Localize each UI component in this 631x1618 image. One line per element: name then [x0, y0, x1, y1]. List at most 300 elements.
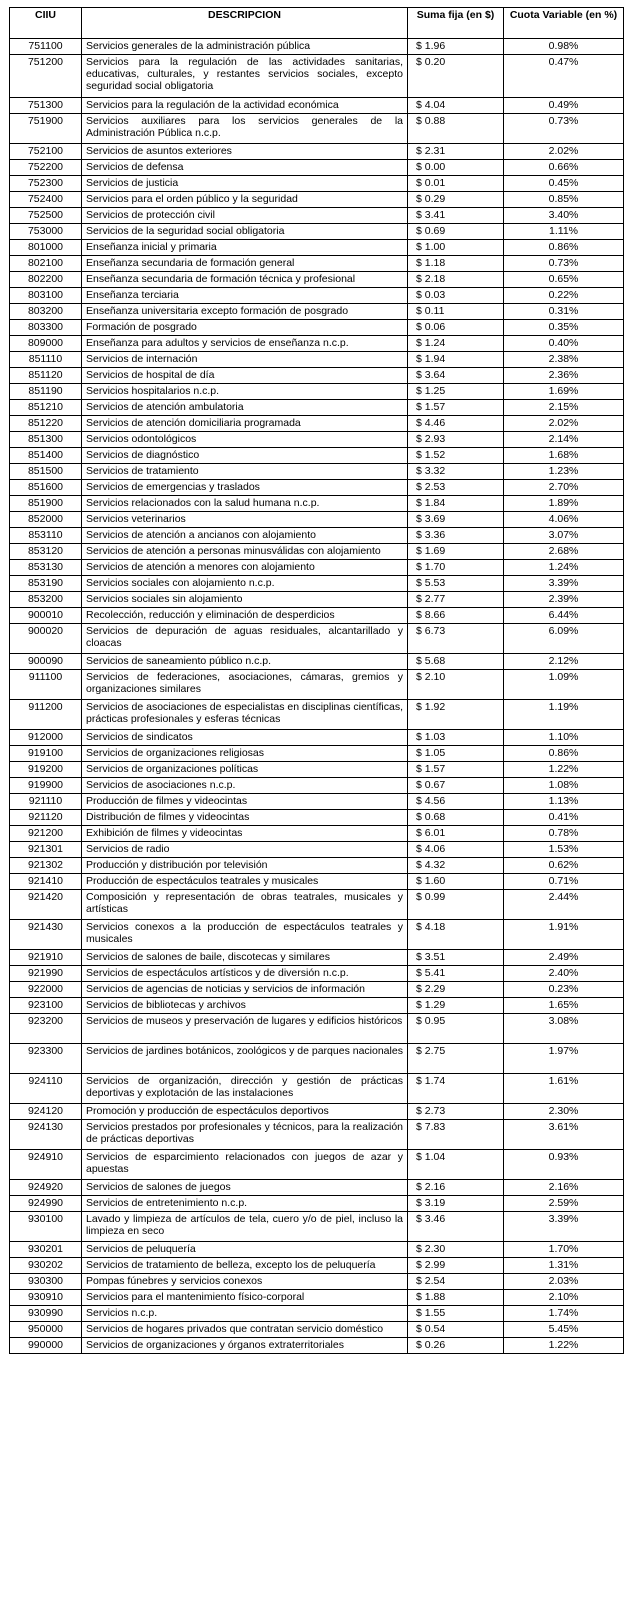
ciiu-cell: 802200: [10, 272, 82, 288]
suma-fija-cell: $ 1.03: [408, 730, 504, 746]
cuota-variable-cell: 0.93%: [504, 1150, 624, 1180]
table-row: [10, 576, 624, 592]
ciiu-cell: 924990: [10, 1196, 82, 1212]
descripcion-cell: Servicios de atención a menores con alojamiento: [82, 560, 408, 576]
suma-fija-cell: $ 0.54: [408, 1322, 504, 1338]
suma-fija-cell: $ 2.77: [408, 592, 504, 608]
descripcion-cell: Enseñanza secundaria de formación técnica y profesional: [82, 272, 408, 288]
descripcion-cell: Servicios de atención a personas minusválidas con alojamiento: [82, 544, 408, 560]
ciiu-cell: 853120: [10, 544, 82, 560]
cuota-variable-cell: 2.03%: [504, 1274, 624, 1290]
descripcion-cell: Servicios generales de la administración pública: [82, 39, 408, 55]
cuota-variable-cell: 3.39%: [504, 1212, 624, 1242]
suma-fija-cell: $ 7.83: [408, 1120, 504, 1150]
descripcion-cell: Servicios odontológicos: [82, 432, 408, 448]
cuota-variable-cell: 2.38%: [504, 352, 624, 368]
ciiu-cell: 801000: [10, 240, 82, 256]
ciiu-cell: 853130: [10, 560, 82, 576]
table-row: [10, 966, 624, 982]
suma-fija-cell: $ 2.30: [408, 1242, 504, 1258]
suma-fija-cell: $ 1.60: [408, 874, 504, 890]
ciiu-cell: 851300: [10, 432, 82, 448]
cuota-variable-cell: 2.02%: [504, 144, 624, 160]
cuota-variable-cell: 1.22%: [504, 762, 624, 778]
table-row: [10, 464, 624, 480]
ciiu-cell: 919100: [10, 746, 82, 762]
ciiu-cell: 930300: [10, 1274, 82, 1290]
ciiu-cell: 921990: [10, 966, 82, 982]
suma-fija-cell: $ 2.31: [408, 144, 504, 160]
descripcion-cell: Servicios de salones de baile, discotecas y similares: [82, 950, 408, 966]
table-row: [10, 1306, 624, 1322]
cuota-variable-cell: 1.53%: [504, 842, 624, 858]
suma-fija-cell: $ 1.52: [408, 448, 504, 464]
suma-fija-cell: $ 1.24: [408, 336, 504, 352]
table-row: [10, 842, 624, 858]
cuota-variable-cell: 1.91%: [504, 920, 624, 950]
ciiu-cell: 900090: [10, 654, 82, 670]
table-row: [10, 192, 624, 208]
suma-fija-cell: $ 1.04: [408, 1150, 504, 1180]
cuota-variable-cell: 1.74%: [504, 1306, 624, 1322]
ciiu-cell: 900010: [10, 608, 82, 624]
table-row: [10, 560, 624, 576]
ciiu-cell: 753000: [10, 224, 82, 240]
cuota-variable-cell: 2.16%: [504, 1180, 624, 1196]
suma-fija-cell: $ 3.41: [408, 208, 504, 224]
cuota-variable-cell: 3.07%: [504, 528, 624, 544]
descripcion-cell: Enseñanza terciaria: [82, 288, 408, 304]
suma-fija-cell: $ 2.10: [408, 670, 504, 700]
suma-fija-cell: $ 6.01: [408, 826, 504, 842]
suma-fija-cell: $ 8.66: [408, 608, 504, 624]
ciiu-cell: 950000: [10, 1322, 82, 1338]
ciiu-cell: 921200: [10, 826, 82, 842]
header-row: [10, 8, 624, 39]
header-cuota-variable: Cuota Variable (en %): [504, 8, 624, 39]
cuota-variable-cell: 4.06%: [504, 512, 624, 528]
suma-fija-cell: $ 1.57: [408, 400, 504, 416]
descripcion-cell: Servicios de atención domiciliaria programada: [82, 416, 408, 432]
descripcion-cell: Servicios de asociaciones n.c.p.: [82, 778, 408, 794]
cuota-variable-cell: 1.61%: [504, 1074, 624, 1104]
cuota-variable-cell: 1.70%: [504, 1242, 624, 1258]
table-row: [10, 1338, 624, 1354]
table-row: [10, 400, 624, 416]
cuota-variable-cell: 2.39%: [504, 592, 624, 608]
ciiu-cell: 930910: [10, 1290, 82, 1306]
descripcion-cell: Servicios de radio: [82, 842, 408, 858]
suma-fija-cell: $ 0.03: [408, 288, 504, 304]
descripcion-cell: Servicios de internación: [82, 352, 408, 368]
table-row: [10, 810, 624, 826]
ciiu-cell: 900020: [10, 624, 82, 654]
descripcion-cell: Distribución de filmes y videocintas: [82, 810, 408, 826]
header-ciiu: CIIU: [10, 8, 82, 39]
cuota-variable-cell: 1.89%: [504, 496, 624, 512]
table-row: [10, 224, 624, 240]
suma-fija-cell: $ 3.36: [408, 528, 504, 544]
suma-fija-cell: $ 2.16: [408, 1180, 504, 1196]
suma-fija-cell: $ 4.04: [408, 98, 504, 114]
cuota-variable-cell: 2.40%: [504, 966, 624, 982]
ciiu-cell: 752100: [10, 144, 82, 160]
suma-fija-cell: $ 1.05: [408, 746, 504, 762]
ciiu-cell: 912000: [10, 730, 82, 746]
ciiu-cell: 752500: [10, 208, 82, 224]
descripcion-cell: Servicios de diagnóstico: [82, 448, 408, 464]
cuota-variable-cell: 2.68%: [504, 544, 624, 560]
ciiu-table-container: [9, 7, 623, 1354]
table-row: [10, 826, 624, 842]
table-row: [10, 512, 624, 528]
ciiu-cell: 803200: [10, 304, 82, 320]
descripcion-cell: Servicios de peluquería: [82, 1242, 408, 1258]
ciiu-cell: 930201: [10, 1242, 82, 1258]
ciiu-cell: 923300: [10, 1044, 82, 1074]
table-row: [10, 480, 624, 496]
table-row: [10, 998, 624, 1014]
table-row: [10, 208, 624, 224]
table-row: [10, 272, 624, 288]
suma-fija-cell: $ 3.51: [408, 950, 504, 966]
descripcion-cell: Servicios de tratamiento: [82, 464, 408, 480]
descripcion-cell: Servicios de museos y preservación de lugares y edificios históricos: [82, 1014, 408, 1044]
table-row: [10, 1150, 624, 1180]
table-row: [10, 608, 624, 624]
suma-fija-cell: $ 6.73: [408, 624, 504, 654]
ciiu-cell: 851600: [10, 480, 82, 496]
cuota-variable-cell: 2.44%: [504, 890, 624, 920]
cuota-variable-cell: 2.15%: [504, 400, 624, 416]
cuota-variable-cell: 3.40%: [504, 208, 624, 224]
cuota-variable-cell: 0.85%: [504, 192, 624, 208]
descripcion-cell: Servicios de entretenimiento n.c.p.: [82, 1196, 408, 1212]
suma-fija-cell: $ 0.26: [408, 1338, 504, 1354]
cuota-variable-cell: 1.65%: [504, 998, 624, 1014]
ciiu-cell: 921120: [10, 810, 82, 826]
ciiu-cell: 751300: [10, 98, 82, 114]
cuota-variable-cell: 1.22%: [504, 1338, 624, 1354]
table-row: [10, 762, 624, 778]
descripcion-cell: Servicios para la regulación de la actividad económica: [82, 98, 408, 114]
ciiu-cell: 752300: [10, 176, 82, 192]
table-row: [10, 320, 624, 336]
suma-fija-cell: $ 1.92: [408, 700, 504, 730]
descripcion-cell: Pompas fúnebres y servicios conexos: [82, 1274, 408, 1290]
ciiu-cell: 924120: [10, 1104, 82, 1120]
suma-fija-cell: $ 2.75: [408, 1044, 504, 1074]
ciiu-cell: 851210: [10, 400, 82, 416]
suma-fija-cell: $ 1.96: [408, 39, 504, 55]
cuota-variable-cell: 2.59%: [504, 1196, 624, 1212]
descripcion-cell: Servicios de sindicatos: [82, 730, 408, 746]
descripcion-cell: Servicios de bibliotecas y archivos: [82, 998, 408, 1014]
ciiu-cell: 922000: [10, 982, 82, 998]
ciiu-cell: 853190: [10, 576, 82, 592]
descripcion-cell: Producción y distribución por televisión: [82, 858, 408, 874]
cuota-variable-cell: 2.30%: [504, 1104, 624, 1120]
ciiu-cell: 853110: [10, 528, 82, 544]
suma-fija-cell: $ 0.20: [408, 55, 504, 98]
table-row: [10, 240, 624, 256]
cuota-variable-cell: 6.09%: [504, 624, 624, 654]
table-row: [10, 654, 624, 670]
suma-fija-cell: $ 1.69: [408, 544, 504, 560]
suma-fija-cell: $ 1.57: [408, 762, 504, 778]
descripcion-cell: Servicios veterinarios: [82, 512, 408, 528]
cuota-variable-cell: 2.12%: [504, 654, 624, 670]
ciiu-cell: 851400: [10, 448, 82, 464]
descripcion-cell: Lavado y limpieza de artículos de tela, cuero y/o de piel, incluso la limpieza en seco: [82, 1212, 408, 1242]
descripcion-cell: Servicios n.c.p.: [82, 1306, 408, 1322]
descripcion-cell: Servicios de asociaciones de especialistas en disciplinas científicas, prácticas profesionales y esferas técnicas: [82, 700, 408, 730]
descripcion-cell: Servicios de la seguridad social obligatoria: [82, 224, 408, 240]
cuota-variable-cell: 3.61%: [504, 1120, 624, 1150]
cuota-variable-cell: 0.62%: [504, 858, 624, 874]
cuota-variable-cell: 1.68%: [504, 448, 624, 464]
ciiu-cell: 751900: [10, 114, 82, 144]
cuota-variable-cell: 5.45%: [504, 1322, 624, 1338]
ciiu-cell: 921430: [10, 920, 82, 950]
ciiu-cell: 752200: [10, 160, 82, 176]
suma-fija-cell: $ 4.56: [408, 794, 504, 810]
descripcion-cell: Recolección, reducción y eliminación de desperdicios: [82, 608, 408, 624]
descripcion-cell: Enseñanza secundaria de formación general: [82, 256, 408, 272]
descripcion-cell: Servicios de protección civil: [82, 208, 408, 224]
cuota-variable-cell: 1.19%: [504, 700, 624, 730]
descripcion-cell: Servicios de hogares privados que contratan servicio doméstico: [82, 1322, 408, 1338]
descripcion-cell: Composición y representación de obras teatrales, musicales y artísticas: [82, 890, 408, 920]
descripcion-cell: Servicios de salones de juegos: [82, 1180, 408, 1196]
descripcion-cell: Servicios conexos a la producción de espectáculos teatrales y musicales: [82, 920, 408, 950]
descripcion-cell: Producción de filmes y videocintas: [82, 794, 408, 810]
table-row: [10, 1290, 624, 1306]
ciiu-cell: 924910: [10, 1150, 82, 1180]
suma-fija-cell: $ 2.29: [408, 982, 504, 998]
ciiu-cell: 851110: [10, 352, 82, 368]
table-row: [10, 700, 624, 730]
descripcion-cell: Enseñanza inicial y primaria: [82, 240, 408, 256]
suma-fija-cell: $ 1.00: [408, 240, 504, 256]
ciiu-cell: 911100: [10, 670, 82, 700]
table-row: [10, 1196, 624, 1212]
table-row: [10, 874, 624, 890]
table-row: [10, 144, 624, 160]
ciiu-cell: 923100: [10, 998, 82, 1014]
cuota-variable-cell: 0.45%: [504, 176, 624, 192]
suma-fija-cell: $ 1.25: [408, 384, 504, 400]
descripcion-cell: Servicios de atención a ancianos con alojamiento: [82, 528, 408, 544]
ciiu-cell: 924920: [10, 1180, 82, 1196]
table-row: [10, 39, 624, 55]
table-row: [10, 670, 624, 700]
cuota-variable-cell: 0.71%: [504, 874, 624, 890]
table-row: [10, 352, 624, 368]
suma-fija-cell: $ 2.53: [408, 480, 504, 496]
ciiu-cell: 851120: [10, 368, 82, 384]
suma-fija-cell: $ 1.94: [408, 352, 504, 368]
descripcion-cell: Servicios de asuntos exteriores: [82, 144, 408, 160]
ciiu-cell: 751100: [10, 39, 82, 55]
cuota-variable-cell: 0.66%: [504, 160, 624, 176]
cuota-variable-cell: 2.14%: [504, 432, 624, 448]
cuota-variable-cell: 3.08%: [504, 1014, 624, 1044]
table-row: [10, 256, 624, 272]
suma-fija-cell: $ 5.41: [408, 966, 504, 982]
suma-fija-cell: $ 0.11: [408, 304, 504, 320]
header-descripcion: DESCRIPCION: [82, 8, 408, 39]
table-row: [10, 55, 624, 98]
suma-fija-cell: $ 1.74: [408, 1074, 504, 1104]
ciiu-cell: 930990: [10, 1306, 82, 1322]
table-row: [10, 1120, 624, 1150]
ciiu-cell: 809000: [10, 336, 82, 352]
suma-fija-cell: $ 0.95: [408, 1014, 504, 1044]
table-row: [10, 176, 624, 192]
cuota-variable-cell: 2.70%: [504, 480, 624, 496]
suma-fija-cell: $ 2.73: [408, 1104, 504, 1120]
descripcion-cell: Servicios de atención ambulatoria: [82, 400, 408, 416]
suma-fija-cell: $ 4.46: [408, 416, 504, 432]
cuota-variable-cell: 0.47%: [504, 55, 624, 98]
suma-fija-cell: $ 3.69: [408, 512, 504, 528]
suma-fija-cell: $ 0.88: [408, 114, 504, 144]
table-row: [10, 1258, 624, 1274]
cuota-variable-cell: 0.65%: [504, 272, 624, 288]
table-row: [10, 304, 624, 320]
cuota-variable-cell: 2.36%: [504, 368, 624, 384]
table-row: [10, 528, 624, 544]
table-row: [10, 890, 624, 920]
table-row: [10, 496, 624, 512]
ciiu-cell: 923200: [10, 1014, 82, 1044]
ciiu-cell: 752400: [10, 192, 82, 208]
suma-fija-cell: $ 3.64: [408, 368, 504, 384]
cuota-variable-cell: 2.02%: [504, 416, 624, 432]
table-row: [10, 544, 624, 560]
ciiu-cell: 852000: [10, 512, 82, 528]
cuota-variable-cell: 0.73%: [504, 114, 624, 144]
descripcion-cell: Servicios de agencias de noticias y servicios de información: [82, 982, 408, 998]
table-row: [10, 592, 624, 608]
suma-fija-cell: $ 0.00: [408, 160, 504, 176]
ciiu-cell: 921410: [10, 874, 82, 890]
suma-fija-cell: $ 0.68: [408, 810, 504, 826]
suma-fija-cell: $ 0.06: [408, 320, 504, 336]
descripcion-cell: Servicios de esparcimiento relacionados con juegos de azar y apuestas: [82, 1150, 408, 1180]
descripcion-cell: Servicios de saneamiento público n.c.p.: [82, 654, 408, 670]
ciiu-cell: 921302: [10, 858, 82, 874]
cuota-variable-cell: 2.49%: [504, 950, 624, 966]
ciiu-rates-table: [9, 7, 624, 1354]
suma-fija-cell: $ 4.06: [408, 842, 504, 858]
cuota-variable-cell: 1.11%: [504, 224, 624, 240]
cuota-variable-cell: 0.41%: [504, 810, 624, 826]
suma-fija-cell: $ 1.29: [408, 998, 504, 1014]
ciiu-cell: 851500: [10, 464, 82, 480]
descripcion-cell: Servicios de jardines botánicos, zoológicos y de parques nacionales: [82, 1044, 408, 1074]
ciiu-cell: 921420: [10, 890, 82, 920]
table-row: [10, 950, 624, 966]
descripcion-cell: Enseñanza para adultos y servicios de enseñanza n.c.p.: [82, 336, 408, 352]
ciiu-cell: 919200: [10, 762, 82, 778]
descripcion-cell: Servicios sociales sin alojamiento: [82, 592, 408, 608]
table-row: [10, 1274, 624, 1290]
ciiu-cell: 803100: [10, 288, 82, 304]
table-row: [10, 1014, 624, 1044]
descripcion-cell: Promoción y producción de espectáculos deportivos: [82, 1104, 408, 1120]
descripcion-cell: Servicios prestados por profesionales y técnicos, para la realización de prácticas deportivas: [82, 1120, 408, 1150]
suma-fija-cell: $ 1.70: [408, 560, 504, 576]
suma-fija-cell: $ 3.46: [408, 1212, 504, 1242]
table-row: [10, 1322, 624, 1338]
suma-fija-cell: $ 1.55: [408, 1306, 504, 1322]
ciiu-cell: 851190: [10, 384, 82, 400]
descripcion-cell: Servicios de espectáculos artísticos y de diversión n.c.p.: [82, 966, 408, 982]
cuota-variable-cell: 1.13%: [504, 794, 624, 810]
ciiu-cell: 921110: [10, 794, 82, 810]
table-row: [10, 114, 624, 144]
cuota-variable-cell: 1.24%: [504, 560, 624, 576]
ciiu-cell: 924110: [10, 1074, 82, 1104]
header-suma-fija: Suma fija (en $): [408, 8, 504, 39]
table-row: [10, 624, 624, 654]
table-row: [10, 1212, 624, 1242]
ciiu-cell: 924130: [10, 1120, 82, 1150]
cuota-variable-cell: 1.10%: [504, 730, 624, 746]
descripcion-cell: Servicios sociales con alojamiento n.c.p.: [82, 576, 408, 592]
suma-fija-cell: $ 1.84: [408, 496, 504, 512]
table-row: [10, 920, 624, 950]
ciiu-cell: 751200: [10, 55, 82, 98]
descripcion-cell: Servicios de defensa: [82, 160, 408, 176]
table-row: [10, 746, 624, 762]
suma-fija-cell: $ 0.01: [408, 176, 504, 192]
table-row: [10, 1044, 624, 1074]
table-row: [10, 1242, 624, 1258]
descripcion-cell: Producción de espectáculos teatrales y musicales: [82, 874, 408, 890]
ciiu-cell: 802100: [10, 256, 82, 272]
cuota-variable-cell: 1.23%: [504, 464, 624, 480]
table-row: [10, 416, 624, 432]
descripcion-cell: Servicios de emergencias y traslados: [82, 480, 408, 496]
suma-fija-cell: $ 2.18: [408, 272, 504, 288]
cuota-variable-cell: 1.69%: [504, 384, 624, 400]
table-row: [10, 794, 624, 810]
ciiu-cell: 930202: [10, 1258, 82, 1274]
table-row: [10, 432, 624, 448]
descripcion-cell: Servicios relacionados con la salud humana n.c.p.: [82, 496, 408, 512]
descripcion-cell: Servicios para el orden público y la seguridad: [82, 192, 408, 208]
descripcion-cell: Servicios de hospital de día: [82, 368, 408, 384]
cuota-variable-cell: 1.97%: [504, 1044, 624, 1074]
suma-fija-cell: $ 0.69: [408, 224, 504, 240]
descripcion-cell: Servicios de organizaciones y órganos extraterritoriales: [82, 1338, 408, 1354]
ciiu-cell: 851900: [10, 496, 82, 512]
descripcion-cell: Enseñanza universitaria excepto formación de posgrado: [82, 304, 408, 320]
cuota-variable-cell: 0.98%: [504, 39, 624, 55]
suma-fija-cell: $ 1.18: [408, 256, 504, 272]
ciiu-cell: 853200: [10, 592, 82, 608]
ciiu-cell: 919900: [10, 778, 82, 794]
table-row: [10, 384, 624, 400]
suma-fija-cell: $ 0.29: [408, 192, 504, 208]
cuota-variable-cell: 0.86%: [504, 240, 624, 256]
descripcion-cell: Servicios hospitalarios n.c.p.: [82, 384, 408, 400]
descripcion-cell: Servicios de justicia: [82, 176, 408, 192]
suma-fija-cell: $ 3.19: [408, 1196, 504, 1212]
